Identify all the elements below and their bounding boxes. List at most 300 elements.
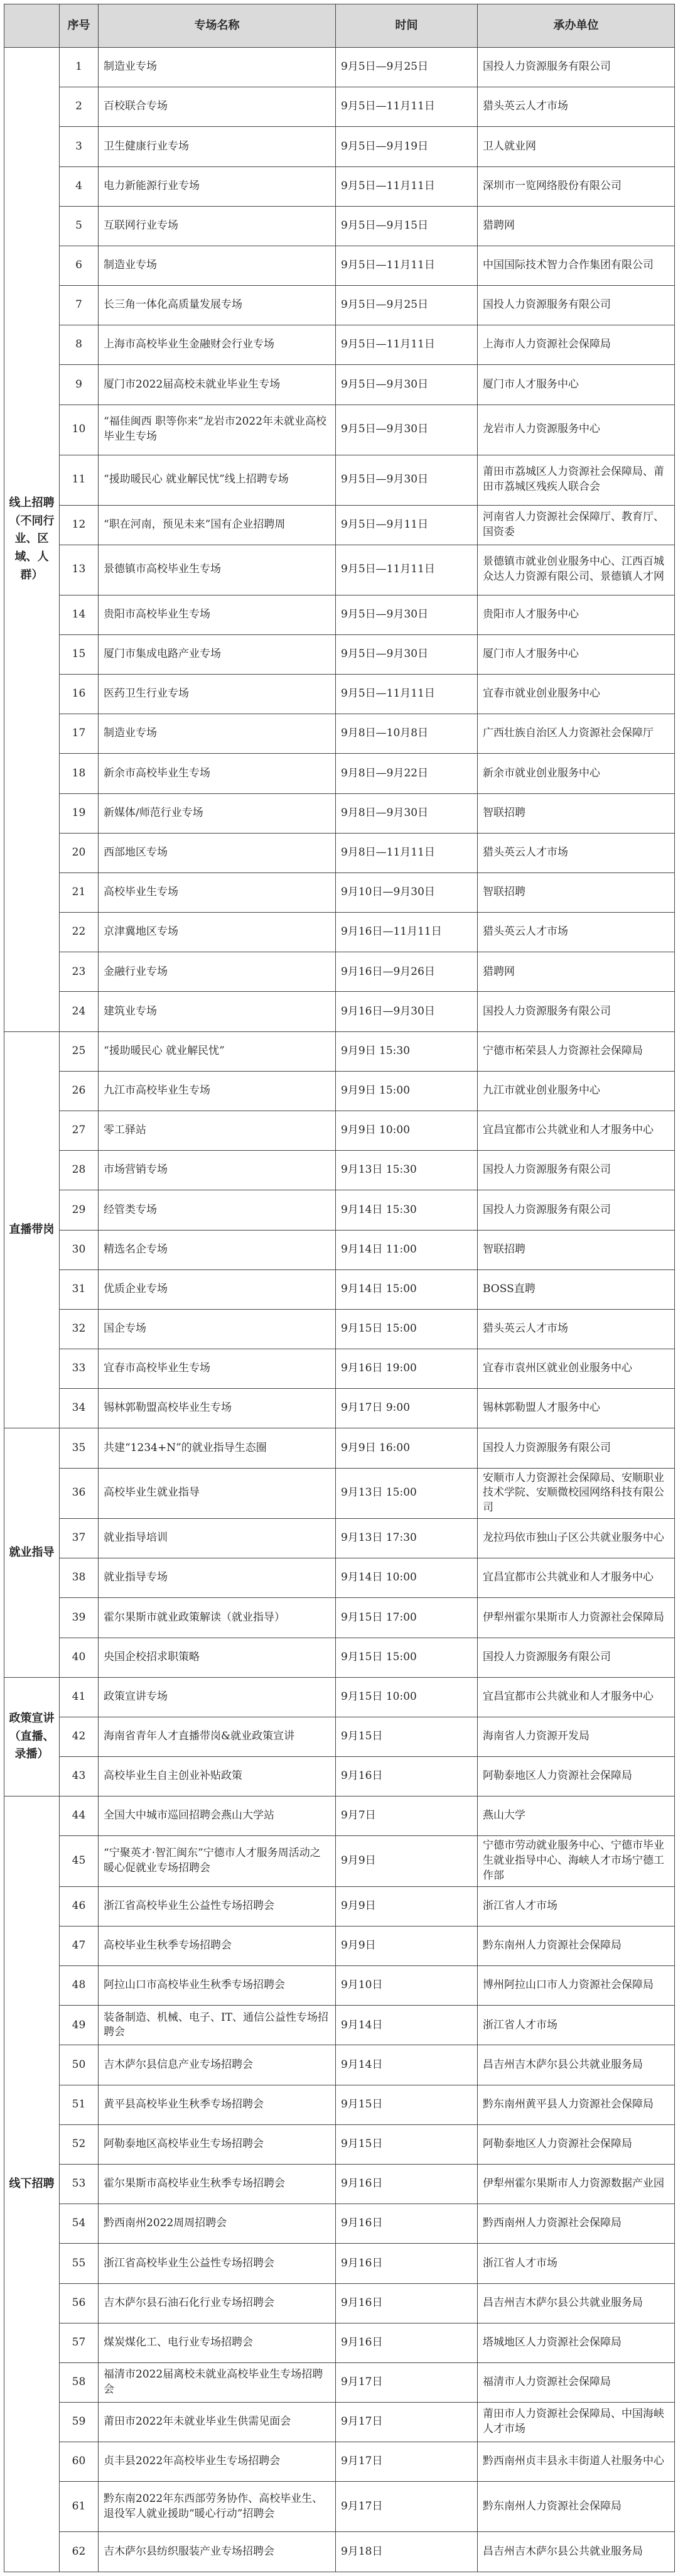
table-row: [4, 206, 675, 246]
session-name: 制造业专场: [99, 714, 336, 754]
organizer: 景德镇市就业创业服务中心、江西百城众达人力资源有限公司、景德镇人才网: [478, 545, 675, 595]
row-number: 9: [60, 365, 99, 405]
organizer: 国投人力资源服务有限公司: [478, 1190, 675, 1230]
organizer: 猎头英云人才市场: [478, 1309, 675, 1349]
organizer: 厦门市人才服务中心: [478, 634, 675, 674]
header-no: 序号: [60, 4, 99, 48]
table-row: [4, 714, 675, 754]
row-number: 36: [60, 1468, 99, 1518]
session-name: 阿拉山口市高校毕业生秋季专场招聘会: [99, 1966, 336, 2006]
table-row: [4, 1966, 675, 2006]
session-time: 9月5日—9月30日: [336, 365, 478, 405]
session-name: 百校联合专场: [99, 87, 336, 127]
header-category: [4, 4, 60, 48]
table-row: [4, 2362, 675, 2402]
organizer: 宜春市袁州区就业创业服务中心: [478, 1349, 675, 1389]
session-name: 零工驿站: [99, 1111, 336, 1151]
session-time: 9月10日: [336, 1966, 478, 2006]
row-number: 2: [60, 87, 99, 127]
row-number: 52: [60, 2124, 99, 2164]
session-name: 就业指导专场: [99, 1558, 336, 1598]
session-time: 9月16日: [336, 2323, 478, 2362]
session-name: 制造业专场: [99, 246, 336, 285]
table-row: [4, 1230, 675, 1269]
organizer: 伊犁州霍尔果斯市人力资源社会保障局: [478, 1598, 675, 1638]
session-name: 全国大中城市巡回招聘会燕山大学站: [99, 1796, 336, 1836]
table-row: [4, 127, 675, 166]
table-row: [4, 675, 675, 714]
session-name: 装备制造、机械、电子、IT、通信公益性专场招聘会: [99, 2006, 336, 2045]
category-cell: 线下招聘: [4, 1796, 60, 2572]
row-number: 26: [60, 1071, 99, 1111]
organizer: 莆田市荔城区人力资源社会保障局、莆田市荔城区残疾人联合会: [478, 455, 675, 505]
session-name: 贞丰县2022年高校毕业生专场招聘会: [99, 2442, 336, 2482]
organizer: 宜昌宜都市公共就业和人才服务中心: [478, 1677, 675, 1717]
session-time: 9月9日 10:00: [336, 1111, 478, 1151]
row-number: 28: [60, 1151, 99, 1190]
session-name: 优质企业专场: [99, 1269, 336, 1309]
session-time: 9月8日—10月8日: [336, 714, 478, 754]
row-number: 15: [60, 634, 99, 674]
session-time: 9月17日: [336, 2442, 478, 2482]
session-time: 9月9日: [336, 1886, 478, 1926]
session-name: 莆田市2022年未就业毕业生供需见面会: [99, 2403, 336, 2442]
table-row: [4, 2403, 675, 2442]
session-time: 9月13日 17:30: [336, 1518, 478, 1558]
session-time: 9月5日—11月11日: [336, 87, 478, 127]
session-time: 9月16日: [336, 2204, 478, 2244]
session-name: 霍尔果斯市就业政策解读（就业指导）: [99, 1598, 336, 1638]
table-row: [4, 325, 675, 365]
session-name: 高校毕业生专场: [99, 872, 336, 912]
row-number: 12: [60, 505, 99, 545]
session-time: 9月9日: [336, 1836, 478, 1886]
row-number: 21: [60, 872, 99, 912]
organizer: 昌吉州吉木萨尔县公共就业服务局: [478, 2283, 675, 2323]
session-time: 9月16日: [336, 2165, 478, 2204]
organizer: 河南省人力资源社会保障厅、教育厅、国资委: [478, 505, 675, 545]
organizer: 伊犁州霍尔果斯市人力资源数据产业园: [478, 2165, 675, 2204]
session-name: 新媒体/师范行业专场: [99, 793, 336, 833]
session-name: 国企专场: [99, 1309, 336, 1349]
organizer: 宜昌宜都市公共就业和人才服务中心: [478, 1558, 675, 1598]
table-row: [4, 872, 675, 912]
session-name: 精选名企专场: [99, 1230, 336, 1269]
organizer: 中国国际技术智力合作集团有限公司: [478, 246, 675, 285]
table-row: [4, 1349, 675, 1389]
row-number: 45: [60, 1836, 99, 1886]
table-row: [4, 405, 675, 455]
organizer: 安顺市人力资源社会保障局、安顺职业技术学院、安顺微校园网络科技有限公司: [478, 1468, 675, 1518]
table-row: [4, 1111, 675, 1151]
session-time: 9月5日—9月11日: [336, 505, 478, 545]
header-name: 专场名称: [99, 4, 336, 48]
organizer: 宜春市就业创业服务中心: [478, 675, 675, 714]
organizer: 浙江省人才市场: [478, 2244, 675, 2283]
header-time: 时间: [336, 4, 478, 48]
row-number: 7: [60, 286, 99, 325]
table-row: [4, 952, 675, 992]
row-number: 10: [60, 405, 99, 455]
row-number: 31: [60, 1269, 99, 1309]
organizer: 浙江省人才市场: [478, 1886, 675, 1926]
organizer: 昌吉州吉木萨尔县公共就业服务局: [478, 2532, 675, 2572]
organizer: 国投人力资源服务有限公司: [478, 992, 675, 1031]
row-number: 16: [60, 675, 99, 714]
row-number: 57: [60, 2323, 99, 2362]
table-row: [4, 754, 675, 793]
row-number: 34: [60, 1389, 99, 1428]
session-time: 9月15日 17:00: [336, 1598, 478, 1638]
session-time: 9月16日 19:00: [336, 1349, 478, 1389]
session-time: 9月5日—11月11日: [336, 246, 478, 285]
organizer: BOSS直聘: [478, 1269, 675, 1309]
table-row: [4, 1389, 675, 1428]
row-number: 27: [60, 1111, 99, 1151]
category-cell: 就业指导: [4, 1428, 60, 1677]
session-name: 新余市高校毕业生专场: [99, 754, 336, 793]
session-name: “援助暖民心 就业解民忧”线上招聘专场: [99, 455, 336, 505]
session-time: 9月16日—11月11日: [336, 913, 478, 952]
row-number: 61: [60, 2482, 99, 2532]
category-cell: 直播带岗: [4, 1031, 60, 1428]
session-time: 9月15日 10:00: [336, 1677, 478, 1717]
header-organizer: 承办单位: [478, 4, 675, 48]
session-time: 9月5日—11月11日: [336, 675, 478, 714]
session-time: 9月8日—11月11日: [336, 833, 478, 872]
row-number: 5: [60, 206, 99, 246]
category-cell: 政策宣讲（直播、录播）: [4, 1677, 60, 1796]
table-row: [4, 634, 675, 674]
session-name: 海南省青年人才直播带岗&就业政策宣讲: [99, 1717, 336, 1756]
session-name: “援助暖民心 就业解民忧”: [99, 1031, 336, 1071]
session-name: 九江市高校毕业生专场: [99, 1071, 336, 1111]
table-row: [4, 1796, 675, 1836]
table-row: [4, 2204, 675, 2244]
session-time: 9月16日—9月26日: [336, 952, 478, 992]
session-name: 制造业专场: [99, 48, 336, 87]
organizer: 贵阳市人才服务中心: [478, 595, 675, 634]
session-time: 9月7日: [336, 1796, 478, 1836]
row-number: 3: [60, 127, 99, 166]
session-time: 9月17日 9:00: [336, 1389, 478, 1428]
table-row: [4, 286, 675, 325]
row-number: 56: [60, 2283, 99, 2323]
row-number: 59: [60, 2403, 99, 2442]
organizer: 黔东南州人力资源社会保障局: [478, 1926, 675, 1965]
table-row: [4, 1677, 675, 1717]
table-row: [4, 1638, 675, 1677]
row-number: 29: [60, 1190, 99, 1230]
organizer: 厦门市人才服务中心: [478, 365, 675, 405]
row-number: 44: [60, 1796, 99, 1836]
row-number: 62: [60, 2532, 99, 2572]
table-row: [4, 595, 675, 634]
session-name: 高校毕业生自主创业补贴政策: [99, 1757, 336, 1796]
session-name: 黄平县高校毕业生秋季专场招聘会: [99, 2085, 336, 2124]
row-number: 55: [60, 2244, 99, 2283]
row-number: 50: [60, 2045, 99, 2085]
session-name: 贵阳市高校毕业生专场: [99, 595, 336, 634]
organizer: 国投人力资源服务有限公司: [478, 1151, 675, 1190]
organizer: 莆田市人力资源社会保障局、中国海峡人才市场: [478, 2403, 675, 2442]
row-number: 11: [60, 455, 99, 505]
session-name: 阿勒泰地区高校毕业生专场招聘会: [99, 2124, 336, 2164]
row-number: 8: [60, 325, 99, 365]
row-number: 19: [60, 793, 99, 833]
organizer: 塔城地区人力资源社会保障局: [478, 2323, 675, 2362]
table-body: [4, 48, 675, 2572]
organizer: 黔东南州人力资源社会保障局: [478, 2482, 675, 2532]
row-number: 32: [60, 1309, 99, 1349]
table-row: [4, 1071, 675, 1111]
organizer: 新余市就业创业服务中心: [478, 754, 675, 793]
session-name: 高校毕业生秋季专场招聘会: [99, 1926, 336, 1965]
session-name: “宁聚英才·智汇闽东”宁德市人才服务周活动之暖心促就业专场招聘会: [99, 1836, 336, 1886]
session-name: 高校毕业生就业指导: [99, 1468, 336, 1518]
session-time: 9月9日 15:00: [336, 1071, 478, 1111]
organizer: 海南省人力资源开发局: [478, 1717, 675, 1756]
session-name: 市场营销专场: [99, 1151, 336, 1190]
organizer: 黔东南州黄平县人力资源社会保障局: [478, 2085, 675, 2124]
table-row: [4, 246, 675, 285]
row-number: 35: [60, 1428, 99, 1468]
page: [4, 4, 674, 2572]
session-time: 9月15日: [336, 2085, 478, 2124]
organizer: 卫人就业网: [478, 127, 675, 166]
row-number: 38: [60, 1558, 99, 1598]
table-row: [4, 1190, 675, 1230]
session-time: 9月15日 15:00: [336, 1309, 478, 1349]
table-row: [4, 1886, 675, 1926]
table-row: [4, 2165, 675, 2204]
session-name: 就业指导培训: [99, 1518, 336, 1558]
session-name: 金融行业专场: [99, 952, 336, 992]
row-number: 49: [60, 2006, 99, 2045]
organizer: 宁德市劳动就业服务中心、宁德市毕业生就业指导中心、海峡人才市场宁德工作部: [478, 1836, 675, 1886]
session-time: 9月9日 16:00: [336, 1428, 478, 1468]
organizer: 国投人力资源服务有限公司: [478, 1638, 675, 1677]
session-time: 9月5日—11月11日: [336, 545, 478, 595]
session-name: 吉木萨尔县信息产业专场招聘会: [99, 2045, 336, 2085]
table-row: [4, 2045, 675, 2085]
table-row: [4, 2244, 675, 2283]
session-name: 福清市2022届离校未就业高校毕业生专场招聘会: [99, 2362, 336, 2402]
row-number: 24: [60, 992, 99, 1031]
organizer: 猎头英云人才市场: [478, 833, 675, 872]
session-name: 黔东南2022年东西部劳务协作、高校毕业生、退役军人就业援助“暖心行动”招聘会: [99, 2482, 336, 2532]
session-name: 厦门市2022届高校未就业毕业生专场: [99, 365, 336, 405]
session-time: 9月16日: [336, 2283, 478, 2323]
session-time: 9月14日 15:00: [336, 1269, 478, 1309]
organizer: 国投人力资源服务有限公司: [478, 286, 675, 325]
session-time: 9月10日—9月30日: [336, 872, 478, 912]
session-time: 9月9日 15:30: [336, 1031, 478, 1071]
session-time: 9月5日—9月30日: [336, 634, 478, 674]
session-name: 宜春市高校毕业生专场: [99, 1349, 336, 1389]
table-row: [4, 166, 675, 206]
session-time: 9月5日—9月25日: [336, 286, 478, 325]
table-row: [4, 1309, 675, 1349]
table-row: [4, 1926, 675, 1965]
organizer: 广西壮族自治区人力资源社会保障厅: [478, 714, 675, 754]
session-time: 9月8日—9月30日: [336, 793, 478, 833]
session-time: 9月15日 15:00: [336, 1638, 478, 1677]
row-number: 43: [60, 1757, 99, 1796]
row-number: 6: [60, 246, 99, 285]
row-number: 33: [60, 1349, 99, 1389]
table-row: [4, 455, 675, 505]
row-number: 47: [60, 1926, 99, 1965]
organizer: 猎聘网: [478, 206, 675, 246]
session-name: 煤炭煤化工、电行业专场招聘会: [99, 2323, 336, 2362]
table-row: [4, 2532, 675, 2572]
row-number: 25: [60, 1031, 99, 1071]
row-number: 58: [60, 2362, 99, 2402]
table-row: [4, 2323, 675, 2362]
session-name: 厦门市集成电路产业专场: [99, 634, 336, 674]
organizer: 阿勒泰地区人力资源社会保障局: [478, 1757, 675, 1796]
session-time: 9月5日—11月11日: [336, 325, 478, 365]
session-time: 9月15日: [336, 1717, 478, 1756]
session-name: 建筑业专场: [99, 992, 336, 1031]
organizer: 燕山大学: [478, 1796, 675, 1836]
session-time: 9月17日: [336, 2403, 478, 2442]
session-name: 互联网行业专场: [99, 206, 336, 246]
row-number: 17: [60, 714, 99, 754]
table-row: [4, 2283, 675, 2323]
organizer: 国投人力资源服务有限公司: [478, 48, 675, 87]
table-row: [4, 2482, 675, 2532]
organizer: 龙岩市人力资源服务中心: [478, 405, 675, 455]
organizer: 猎头英云人才市场: [478, 913, 675, 952]
row-number: 42: [60, 1717, 99, 1756]
table-row: [4, 1558, 675, 1598]
session-time: 9月14日 11:00: [336, 1230, 478, 1269]
session-time: 9月5日—9月30日: [336, 405, 478, 455]
table-row: [4, 1151, 675, 1190]
session-name: 共建“1234+N”的就业指导生态圈: [99, 1428, 336, 1468]
session-name: 吉木萨尔县纺织服装产业专场招聘会: [99, 2532, 336, 2572]
table-row: [4, 87, 675, 127]
row-number: 37: [60, 1518, 99, 1558]
session-time: 9月17日: [336, 2362, 478, 2402]
organizer: 国投人力资源服务有限公司: [478, 1428, 675, 1468]
row-number: 53: [60, 2165, 99, 2204]
organizer: 宁德市柘荣县人力资源社会保障局: [478, 1031, 675, 1071]
session-time: 9月13日 15:00: [336, 1468, 478, 1518]
table-row: [4, 1598, 675, 1638]
session-name: 西部地区专场: [99, 833, 336, 872]
session-name: 政策宣讲专场: [99, 1677, 336, 1717]
session-time: 9月16日—9月30日: [336, 992, 478, 1031]
row-number: 23: [60, 952, 99, 992]
session-name: 长三角一体化高质量发展专场: [99, 286, 336, 325]
table-row: [4, 1428, 675, 1468]
table-row: [4, 833, 675, 872]
row-number: 40: [60, 1638, 99, 1677]
table-row: [4, 1031, 675, 1071]
table-row: [4, 2442, 675, 2482]
row-number: 14: [60, 595, 99, 634]
table-row: [4, 48, 675, 87]
session-time: 9月5日—11月11日: [336, 166, 478, 206]
session-time: 9月5日—9月25日: [336, 48, 478, 87]
session-name: 霍尔果斯市高校毕业生秋季专场招聘会: [99, 2165, 336, 2204]
organizer: 宜昌宜都市公共就业和人才服务中心: [478, 1111, 675, 1151]
session-name: “职在河南，预见未来”国有企业招聘周: [99, 505, 336, 545]
session-time: 9月17日: [336, 2482, 478, 2532]
row-number: 39: [60, 1598, 99, 1638]
row-number: 13: [60, 545, 99, 595]
table-row: [4, 2085, 675, 2124]
table-row: [4, 992, 675, 1031]
session-name: 景德镇市高校毕业生专场: [99, 545, 336, 595]
row-number: 4: [60, 166, 99, 206]
session-name: 电力新能源行业专场: [99, 166, 336, 206]
session-time: 9月8日—9月22日: [336, 754, 478, 793]
session-name: 央国企校招求职策略: [99, 1638, 336, 1677]
session-name: 京津冀地区专场: [99, 913, 336, 952]
table-row: [4, 1468, 675, 1518]
table-row: [4, 1269, 675, 1309]
table-row: [4, 2124, 675, 2164]
organizer: 福清市人力资源社会保障局: [478, 2362, 675, 2402]
session-time: 9月14日 10:00: [336, 1558, 478, 1598]
row-number: 48: [60, 1966, 99, 2006]
session-time: 9月18日: [336, 2532, 478, 2572]
session-time: 9月14日 15:30: [336, 1190, 478, 1230]
organizer: 智联招聘: [478, 872, 675, 912]
session-time: 9月16日: [336, 1757, 478, 1796]
organizer: 龙拉玛依市独山子区公共就业服务中心: [478, 1518, 675, 1558]
session-name: “福佳闽西 职等你来”龙岩市2022年未就业高校毕业生专场: [99, 405, 336, 455]
organizer: 黔西南州人力资源社会保障局: [478, 2204, 675, 2244]
session-name: 医药卫生行业专场: [99, 675, 336, 714]
header-row: [4, 4, 675, 48]
table-row: [4, 365, 675, 405]
table-row: [4, 545, 675, 595]
organizer: 锡林郭勒盟人才服务中心: [478, 1389, 675, 1428]
organizer: 浙江省人才市场: [478, 2006, 675, 2045]
organizer: 黔西南州贞丰县永丰街道人社服务中心: [478, 2442, 675, 2482]
session-time: 9月14日: [336, 2006, 478, 2045]
row-number: 60: [60, 2442, 99, 2482]
session-name: 浙江省高校毕业生公益性专场招聘会: [99, 2244, 336, 2283]
table-row: [4, 1836, 675, 1886]
table-row: [4, 1717, 675, 1756]
session-name: 浙江省高校毕业生公益性专场招聘会: [99, 1886, 336, 1926]
organizer: 智联招聘: [478, 1230, 675, 1269]
organizer: 阿勒泰地区人力资源社会保障局: [478, 2124, 675, 2164]
organizer: 上海市人力资源社会保障局: [478, 325, 675, 365]
session-time: 9月15日: [336, 2124, 478, 2164]
row-number: 46: [60, 1886, 99, 1926]
row-number: 20: [60, 833, 99, 872]
session-name: 卫生健康行业专场: [99, 127, 336, 166]
table-row: [4, 505, 675, 545]
row-number: 54: [60, 2204, 99, 2244]
session-time: 9月5日—9月30日: [336, 595, 478, 634]
session-name: 黔西南州2022周周招聘会: [99, 2204, 336, 2244]
session-time: 9月5日—9月19日: [336, 127, 478, 166]
session-time: 9月5日—9月30日: [336, 455, 478, 505]
category-cell: 线上招聘（不同行业、区域、人群）: [4, 48, 60, 1032]
table-row: [4, 2006, 675, 2045]
row-number: 41: [60, 1677, 99, 1717]
organizer: 深圳市一览网络股份有限公司: [478, 166, 675, 206]
row-number: 18: [60, 754, 99, 793]
